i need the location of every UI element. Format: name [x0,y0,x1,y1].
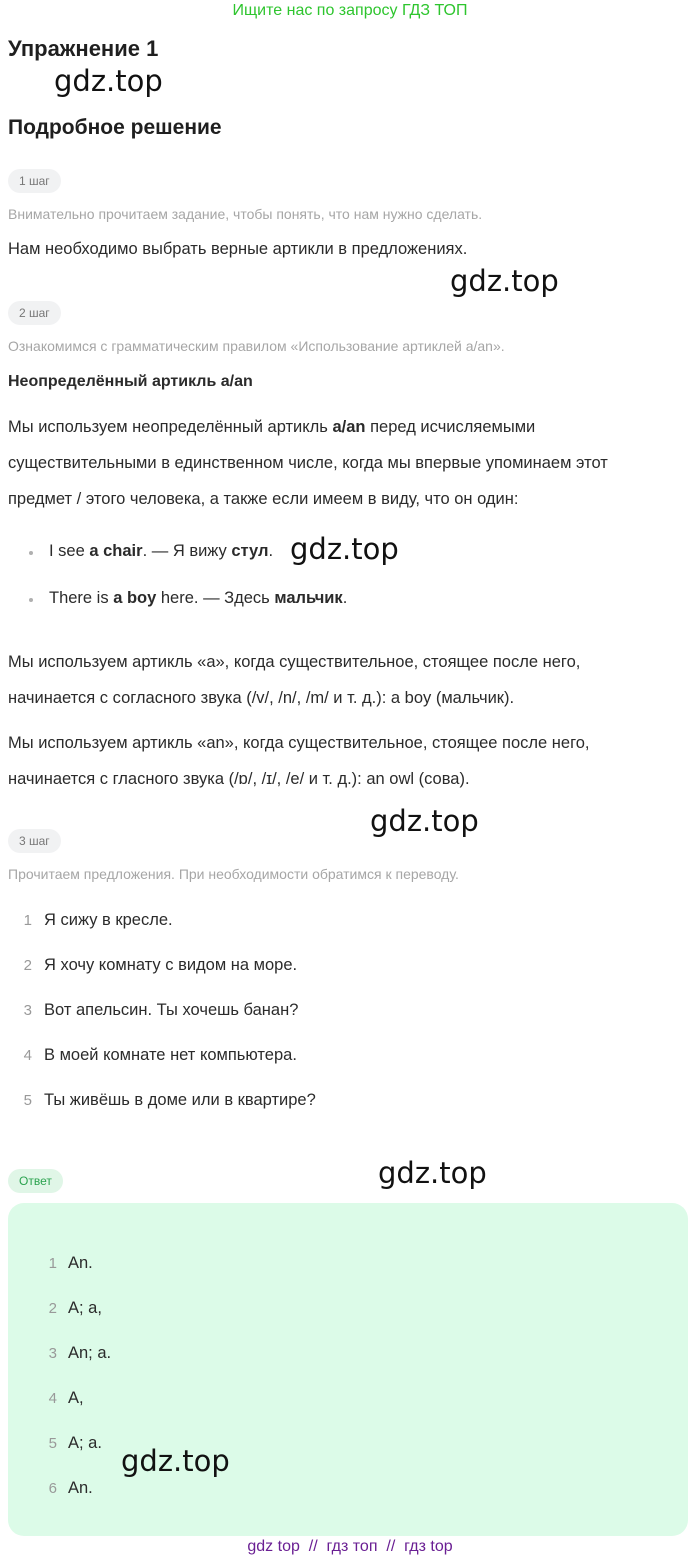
step-badge-1: 1 шаг [8,169,61,193]
step-badge-3: 3 шаг [8,829,61,853]
answer-item: A; a, [68,1299,102,1317]
rule-paragraph-1: Мы используем неопределённый артикль a/an перед исчисляемыми существительными в единственном числе, когда мы впервые упоминаем этот предмет / этого человека, а также если имеем в виду, что он один: [8,418,608,508]
answer-number: 3 [48,1345,57,1362]
answer-box [8,1203,688,1536]
list-number: 5 [23,1092,32,1109]
list-item: Вот апельсин. Ты хочешь банан? [44,1001,299,1019]
list-number: 3 [23,1002,32,1019]
bullet-icon [29,598,33,602]
step-text-1: Нам необходимо выбрать верные артикли в предложениях. [8,240,468,258]
watermark: gdz.top [450,264,559,298]
answer-item: A, [68,1389,84,1407]
step-hint-3: Прочитаем предложения. При необходимости обратимся к переводу. [8,866,459,882]
footer-links: gdz top // гдз топ // гдз top [247,1538,453,1555]
answer-item: An. [68,1254,93,1272]
bullet-icon [29,551,33,555]
answer-number: 4 [48,1390,57,1407]
step-hint-2: Ознакомимся с грамматическим правилом «Использование артиклей a/an». [8,338,505,354]
watermark: gdz.top [290,532,399,566]
watermark: gdz.top [54,64,163,98]
list-item: В моей комнате нет компьютера. [44,1046,297,1064]
example-2: There is a boy here. — Здесь мальчик. [49,589,348,607]
watermark: gdz.top [378,1156,487,1190]
rule-paragraph-2: Мы используем артикль «a», когда существительное, стоящее после него, начинается с согласного звука (/v/, /n/, /m/ и т. д.): a boy (мальчик). [8,653,581,707]
answer-number: 5 [48,1435,57,1452]
list-number: 2 [23,957,32,974]
top-banner: Ищите нас по запросу ГДЗ ТОП [232,2,468,19]
watermark: gdz.top [370,804,479,838]
answer-item: An; a. [68,1344,112,1362]
answer-number: 1 [48,1255,57,1272]
rule-heading: Неопределённый артикль a/an [8,373,253,390]
list-item: Я сижу в кресле. [44,911,173,929]
example-1: I see a chair. — Я вижу стул. [49,542,274,560]
answer-number: 6 [48,1480,57,1497]
answer-badge: Ответ [8,1169,63,1193]
answer-number: 2 [48,1300,57,1317]
page-title: Упражнение 1 [8,36,159,61]
list-number: 1 [23,912,32,929]
list-item: Ты живёшь в доме или в квартире? [44,1091,316,1109]
list-item: Я хочу комнату с видом на море. [44,956,298,974]
section-title: Подробное решение [8,116,222,139]
answer-item: A; a. [68,1434,102,1452]
list-number: 4 [23,1047,32,1064]
step-badge-2: 2 шаг [8,301,61,325]
watermark: gdz.top [121,1444,230,1478]
rule-paragraph-3: Мы используем артикль «an», когда существительное, стоящее после него, начинается с гласного звука (/ɒ/, /ɪ/, /e/ и т. д.): an owl (сова). [8,734,590,788]
step-hint-1: Внимательно прочитаем задание, чтобы понять, что нам нужно сделать. [8,206,483,222]
answer-item: An. [68,1479,93,1497]
